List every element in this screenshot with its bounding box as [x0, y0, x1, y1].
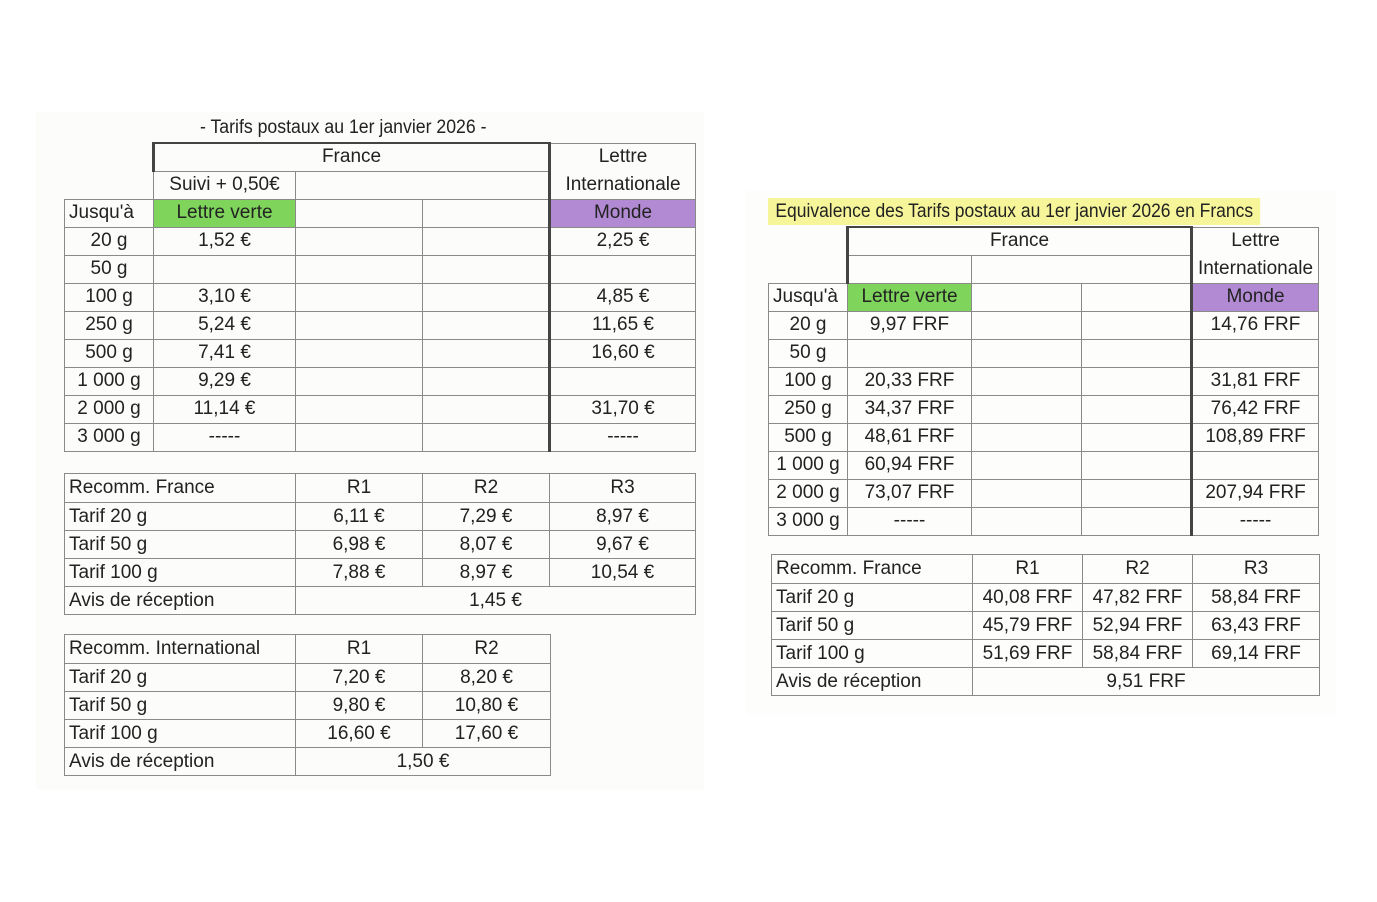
lettre-verte-value: 60,94 FRF: [848, 451, 972, 479]
empty-cell: [1082, 311, 1192, 339]
lettre-verte-value: [848, 339, 972, 367]
lettre-verte-header: Lettre verte: [154, 199, 296, 227]
france-blank-header: [296, 171, 550, 199]
france-blank-header: [972, 255, 1192, 283]
table-row: [769, 367, 1319, 395]
table-header-row: [65, 635, 551, 664]
monde-value: 2,25 €: [550, 227, 696, 255]
monde-value: [1192, 339, 1319, 367]
right-sheet-title: Equivalence des Tarifs postaux au 1er janvier 2026 en Francs: [768, 198, 1260, 225]
rate-value: 10,54 €: [550, 559, 696, 587]
weight-cell: 2 000 g: [769, 479, 848, 507]
monde-value: 108,89 FRF: [1192, 423, 1319, 451]
rate-value: 63,43 FRF: [1193, 612, 1320, 640]
monde-value: -----: [1192, 507, 1319, 535]
jusqua-label: Jusqu'à: [769, 283, 848, 311]
monde-value: 11,65 €: [550, 311, 696, 339]
table-header-row: [65, 474, 696, 503]
rate-value: 7,29 €: [423, 503, 550, 531]
monde-value: -----: [550, 423, 696, 451]
left-recomm-france-table: [64, 473, 696, 615]
weight-cell: 100 g: [769, 367, 848, 395]
table-row: [772, 612, 1320, 640]
rate-value: 9,80 €: [296, 692, 423, 720]
weight-cell: 250 g: [769, 395, 848, 423]
rate-value: 8,20 €: [423, 664, 551, 692]
table-row: [769, 311, 1319, 339]
empty-cell: [423, 395, 550, 423]
table-row: [769, 507, 1319, 535]
lettre-header: Lettre: [550, 143, 696, 171]
weight-cell: 3 000 g: [769, 507, 848, 535]
column-header: R2: [1083, 555, 1193, 584]
table-row: [65, 664, 551, 692]
table-row: [65, 311, 696, 339]
rate-value: 16,60 €: [296, 720, 423, 748]
table-row: [65, 227, 696, 255]
table-row: [769, 479, 1319, 507]
row-label: Tarif 20 g: [772, 584, 973, 612]
empty-cell: [972, 367, 1082, 395]
empty-cell: [972, 507, 1082, 535]
lettre-verte-value: 73,07 FRF: [848, 479, 972, 507]
right-letter-rates-table: [768, 226, 1319, 536]
column-header: R1: [296, 474, 423, 503]
lettre-verte-value: 7,41 €: [154, 339, 296, 367]
rate-value: 9,67 €: [550, 531, 696, 559]
rate-value: 40,08 FRF: [973, 584, 1083, 612]
monde-value: [550, 367, 696, 395]
lettre-verte-value: -----: [848, 507, 972, 535]
recomm-label: Recomm. International: [65, 635, 296, 664]
empty-cell: [1082, 339, 1192, 367]
monde-value: 14,76 FRF: [1192, 311, 1319, 339]
table-row: [65, 283, 696, 311]
row-label: Tarif 20 g: [65, 664, 296, 692]
lettre-verte-value: -----: [154, 423, 296, 451]
weight-cell: 1 000 g: [769, 451, 848, 479]
table-header-row: [772, 555, 1320, 584]
lettre-verte-value: 9,97 FRF: [848, 311, 972, 339]
lettre-verte-value: 20,33 FRF: [848, 367, 972, 395]
lettre-verte-value: 9,29 €: [154, 367, 296, 395]
empty-cell: [972, 395, 1082, 423]
table-row: [772, 640, 1320, 668]
empty-cell: [1082, 423, 1192, 451]
row-label: Tarif 100 g: [65, 559, 296, 587]
weight-cell: 500 g: [65, 339, 154, 367]
france-header: France: [154, 143, 550, 171]
empty-cell: [296, 283, 423, 311]
weight-cell: 1 000 g: [65, 367, 154, 395]
monde-value: 207,94 FRF: [1192, 479, 1319, 507]
monde-header: Monde: [1192, 283, 1319, 311]
table-row: [65, 720, 551, 748]
empty-cell: [423, 311, 550, 339]
monde-value: 16,60 €: [550, 339, 696, 367]
empty-cell: [1082, 451, 1192, 479]
recomm-label: Recomm. France: [65, 474, 296, 503]
table-row: [772, 668, 1320, 696]
row-label: Tarif 100 g: [65, 720, 296, 748]
column-header: R3: [550, 474, 696, 503]
table-row: [769, 423, 1319, 451]
monde-value: 4,85 €: [550, 283, 696, 311]
table-row: [769, 451, 1319, 479]
table-row: [65, 503, 696, 531]
monde-header: Monde: [550, 199, 696, 227]
table-row: [65, 587, 696, 615]
lettre-verte-value: [154, 255, 296, 283]
empty-cell: [972, 423, 1082, 451]
weight-cell: 100 g: [65, 283, 154, 311]
empty-cell: [296, 339, 423, 367]
column-header: R1: [296, 635, 423, 664]
lettre-verte-header: Lettre verte: [848, 283, 972, 311]
rate-value: 45,79 FRF: [973, 612, 1083, 640]
table-row: [65, 559, 696, 587]
lettre-verte-value: 5,24 €: [154, 311, 296, 339]
lettre-verte-value: 1,52 €: [154, 227, 296, 255]
avis-label: Avis de réception: [772, 668, 973, 696]
empty-cell: [296, 395, 423, 423]
weight-cell: 3 000 g: [65, 423, 154, 451]
recomm-label: Recomm. France: [772, 555, 973, 584]
table-row: [65, 367, 696, 395]
monde-value: [550, 255, 696, 283]
table-row: [65, 748, 551, 776]
rate-value: 58,84 FRF: [1083, 640, 1193, 668]
avis-value: 1,45 €: [296, 587, 696, 615]
monde-value: 76,42 FRF: [1192, 395, 1319, 423]
table-row: [769, 395, 1319, 423]
empty-cell: [1082, 395, 1192, 423]
empty-cell: [972, 479, 1082, 507]
internationale-header: Internationale: [550, 171, 696, 199]
rate-value: 51,69 FRF: [973, 640, 1083, 668]
table-row: [65, 395, 696, 423]
empty-cell: [1082, 479, 1192, 507]
empty-cell: [423, 283, 550, 311]
table-row: [769, 339, 1319, 367]
lettre-verte-value: 3,10 €: [154, 283, 296, 311]
empty-cell: [423, 227, 550, 255]
empty-cell: [296, 311, 423, 339]
empty-cell: [296, 367, 423, 395]
lettre-verte-value: 11,14 €: [154, 395, 296, 423]
rate-value: 6,11 €: [296, 503, 423, 531]
rate-value: 17,60 €: [423, 720, 551, 748]
column-header: R2: [423, 635, 551, 664]
table-row: [65, 423, 696, 451]
weight-cell: 20 g: [769, 311, 848, 339]
monde-value: 31,70 €: [550, 395, 696, 423]
lettre-verte-value: 48,61 FRF: [848, 423, 972, 451]
jusqua-label: Jusqu'à: [65, 199, 154, 227]
table-row: [65, 531, 696, 559]
empty-cell: [296, 255, 423, 283]
rate-value: 10,80 €: [423, 692, 551, 720]
row-label: Tarif 100 g: [772, 640, 973, 668]
avis-value: 9,51 FRF: [973, 668, 1320, 696]
row-label: Tarif 20 g: [65, 503, 296, 531]
rate-value: 58,84 FRF: [1193, 584, 1320, 612]
column-header: R3: [1193, 555, 1320, 584]
avis-value: 1,50 €: [296, 748, 551, 776]
avis-label: Avis de réception: [65, 748, 296, 776]
table-row: [772, 584, 1320, 612]
rate-value: 52,94 FRF: [1083, 612, 1193, 640]
empty-cell: [1082, 507, 1192, 535]
rate-value: 6,98 €: [296, 531, 423, 559]
rate-value: 69,14 FRF: [1193, 640, 1320, 668]
monde-value: 31,81 FRF: [1192, 367, 1319, 395]
empty-cell: [972, 339, 1082, 367]
empty-cell: [296, 227, 423, 255]
rate-value: 7,88 €: [296, 559, 423, 587]
empty-cell: [1082, 367, 1192, 395]
rate-value: 7,20 €: [296, 664, 423, 692]
rate-value: 8,97 €: [550, 503, 696, 531]
monde-value: [1192, 451, 1319, 479]
weight-cell: 500 g: [769, 423, 848, 451]
left-letter-rates-table: [64, 142, 696, 452]
empty-cell: [423, 423, 550, 451]
empty-cell: [296, 423, 423, 451]
rate-value: 8,07 €: [423, 531, 550, 559]
weight-cell: 2 000 g: [65, 395, 154, 423]
lettre-header: Lettre: [1192, 227, 1319, 255]
lettre-verte-value: 34,37 FRF: [848, 395, 972, 423]
left-sheet-title: - Tarifs postaux au 1er janvier 2026 -: [200, 117, 487, 138]
internationale-header: Internationale: [1192, 255, 1319, 283]
left-recomm-international-table: [64, 634, 551, 776]
table-row: [65, 255, 696, 283]
table-row: [65, 339, 696, 367]
empty-cell: [423, 367, 550, 395]
row-label: Tarif 50 g: [65, 692, 296, 720]
row-label: Tarif 50 g: [772, 612, 973, 640]
row-label: Tarif 50 g: [65, 531, 296, 559]
empty-cell: [423, 339, 550, 367]
empty-cell: [423, 255, 550, 283]
column-header: R2: [423, 474, 550, 503]
france-header: France: [848, 227, 1192, 255]
suivi-header: Suivi + 0,50€: [154, 171, 296, 199]
column-header: R1: [973, 555, 1083, 584]
avis-label: Avis de réception: [65, 587, 296, 615]
weight-cell: 50 g: [769, 339, 848, 367]
empty-cell: [972, 451, 1082, 479]
right-recomm-france-table: [771, 554, 1320, 696]
france-blank-cell: [848, 255, 972, 283]
rate-value: 8,97 €: [423, 559, 550, 587]
weight-cell: 20 g: [65, 227, 154, 255]
empty-cell: [972, 311, 1082, 339]
weight-cell: 250 g: [65, 311, 154, 339]
rate-value: 47,82 FRF: [1083, 584, 1193, 612]
table-row: [65, 692, 551, 720]
weight-cell: 50 g: [65, 255, 154, 283]
